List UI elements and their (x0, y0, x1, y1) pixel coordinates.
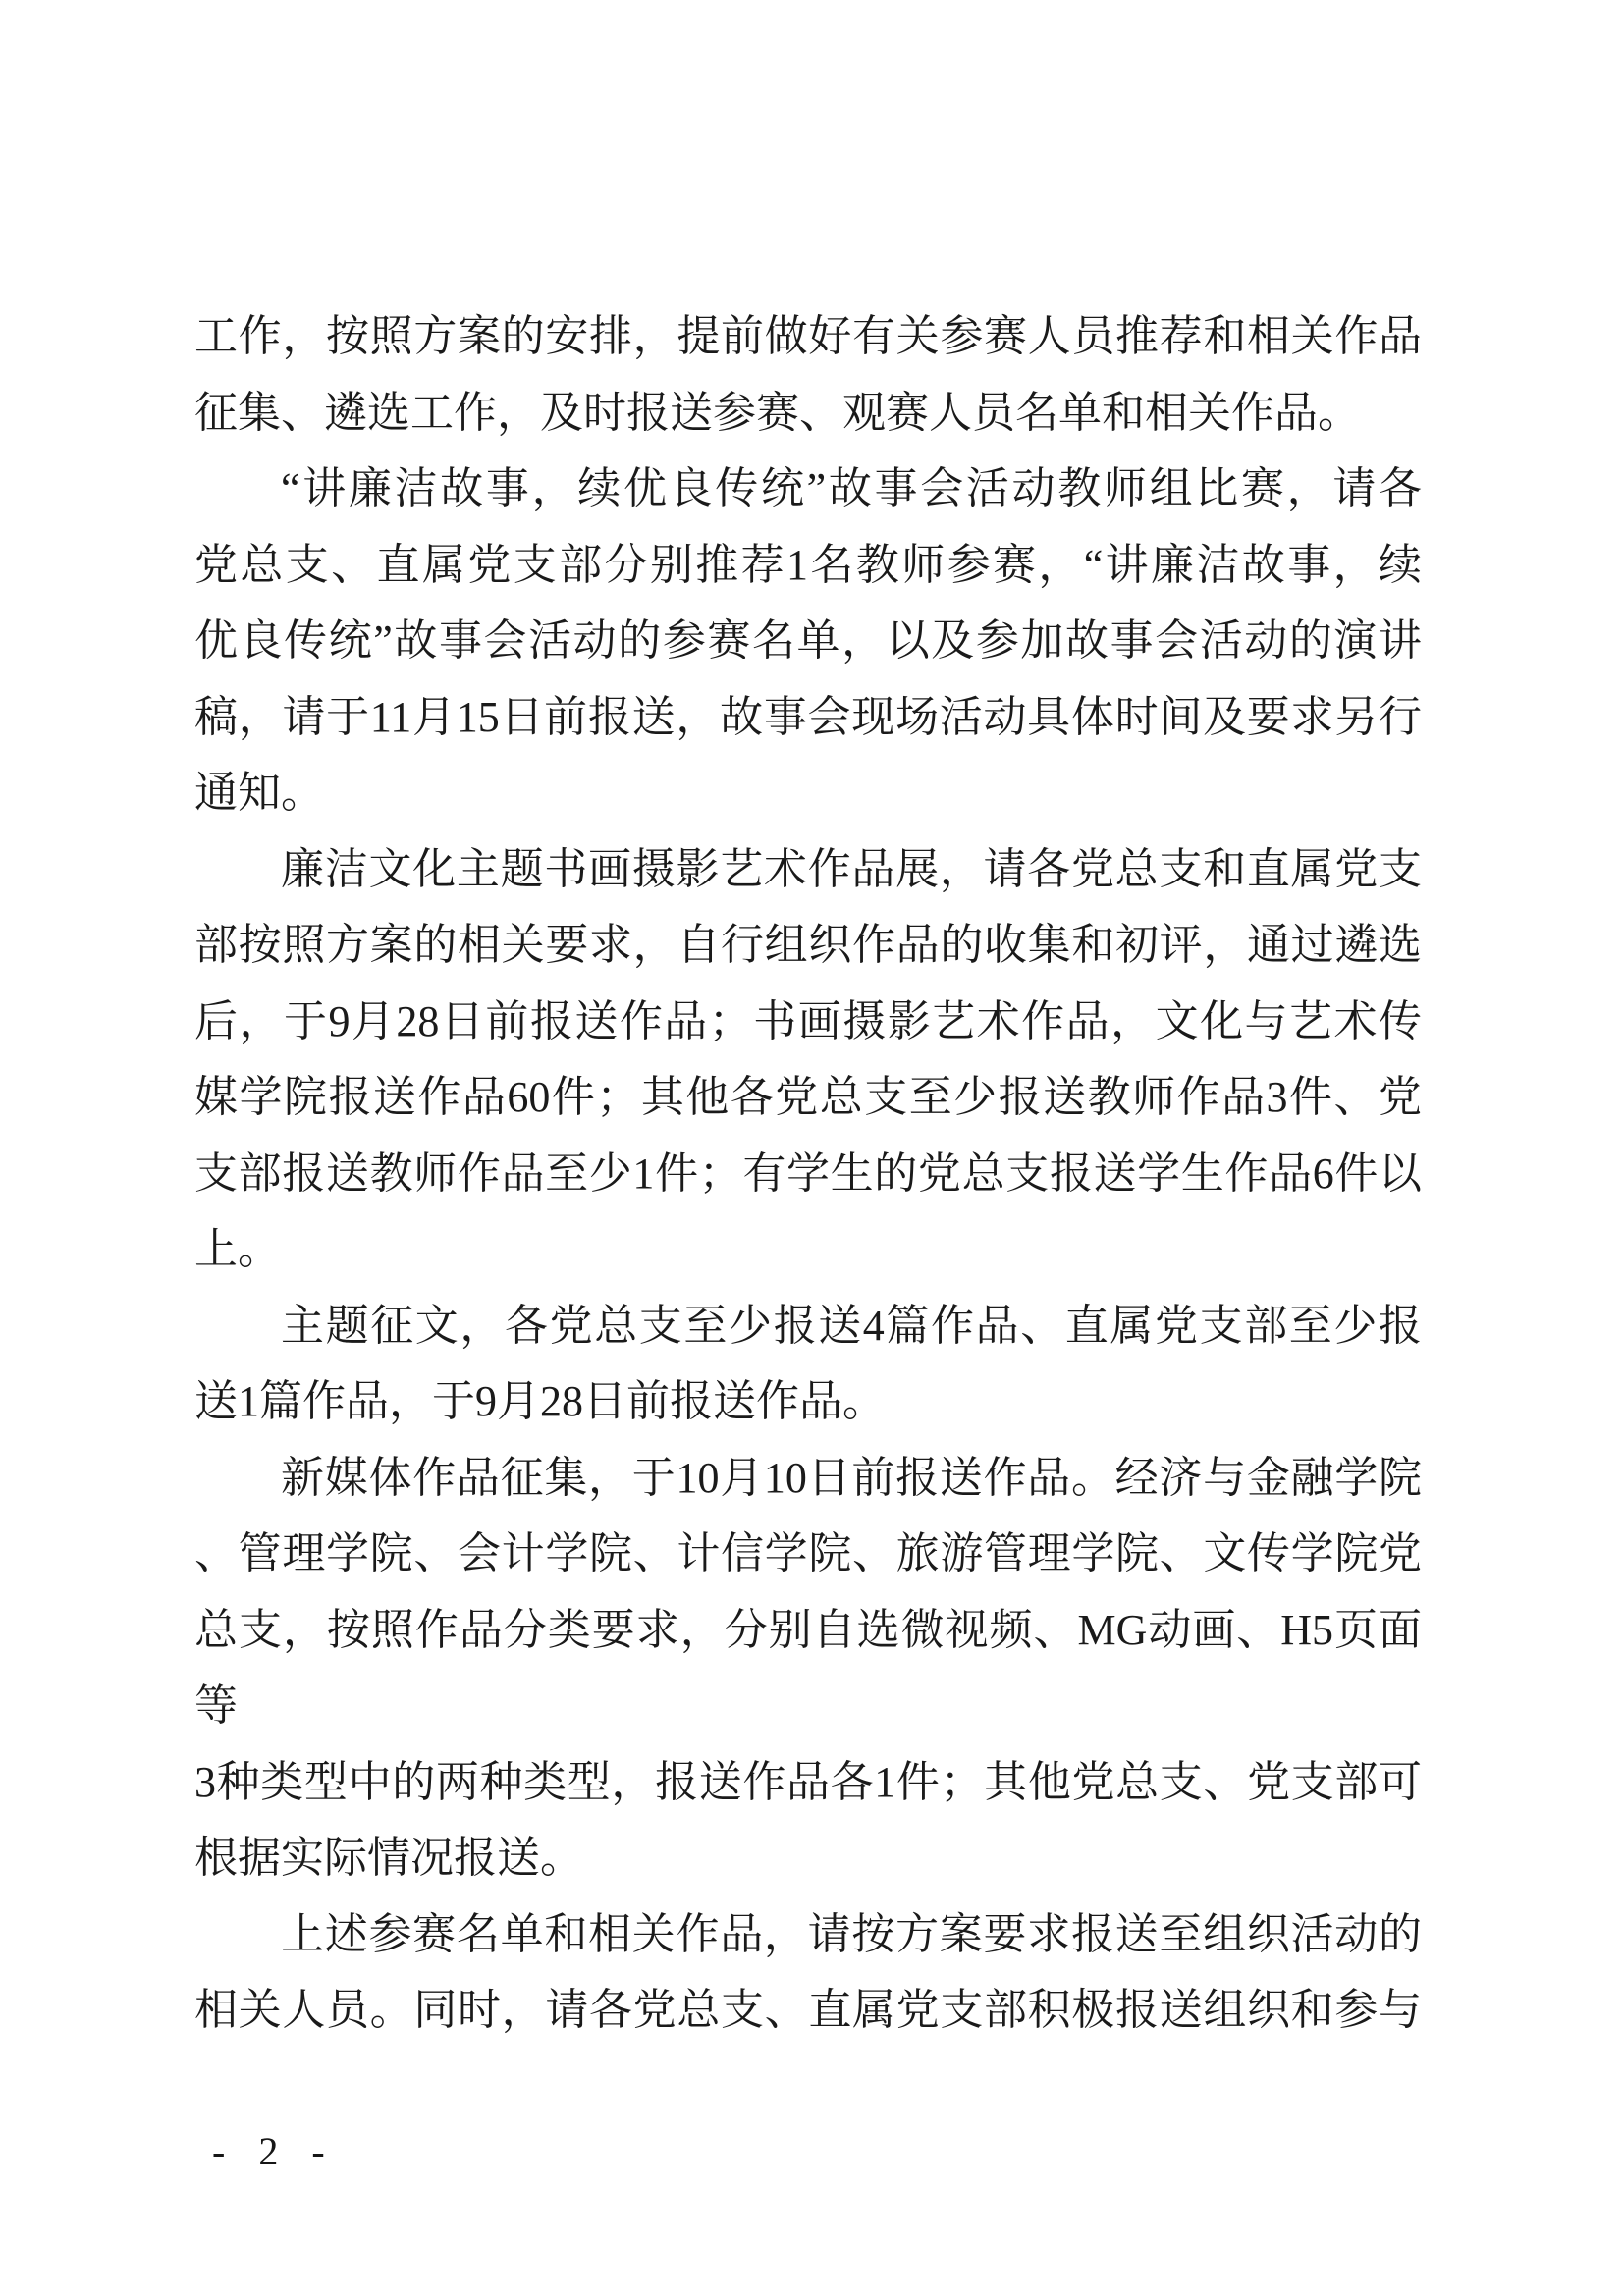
text-line: 上。 (194, 1225, 281, 1273)
text-line: 媒学院报送作品60件；其他各党总支至少报送教师作品3件、党 (194, 1073, 1422, 1121)
text-line: 征集、遴选工作，及时报送参赛、观赛人员名单和相关作品。 (194, 388, 1361, 437)
text-line: 根据实际情况报送。 (194, 1834, 583, 1882)
text-line: 相关人员。同时，请各党总支、直属党支部积极报送组织和参与 (194, 1986, 1422, 2034)
text-line: 廉洁文化主题书画摄影艺术作品展，请各党总支和直属党支 (281, 844, 1422, 893)
text-line: 工作，按照方案的安排，提前做好有关参赛人员推荐和相关作品 (194, 312, 1422, 360)
text-line: 党总支、直属党支部分别推荐1名教师参赛，“讲廉洁故事，续 (194, 540, 1422, 589)
text-line: 送1篇作品，于9月28日前报送作品。 (194, 1377, 886, 1425)
text-line: 支部报送教师作品至少1件；有学生的党总支报送学生作品6件以 (194, 1148, 1422, 1198)
text-line: 上述参赛名单和相关作品，请按方案要求报送至组织活动的 (281, 1909, 1422, 1958)
text-line: 稿，请于11月15日前报送，故事会现场活动具体时间及要求另行 (194, 692, 1422, 741)
text-line: 3种类型中的两种类型，报送作品各1件；其他党总支、党支部可 (194, 1757, 1422, 1806)
text-line: 、管理学院、会计学院、计信学院、旅游管理学院、文传学院党 (194, 1529, 1422, 1577)
document-body (194, 298, 1422, 2049)
text-line: 后，于9月28日前报送作品；书画摄影艺术作品，文化与艺术传 (194, 996, 1422, 1045)
text-line: 总支，按照作品分类要求，分别自选微视频、MG动画、H5页面等 (194, 1605, 1422, 1730)
text-line: 新媒体作品征集，于10月10日前报送作品。经济与金融学院 (281, 1453, 1422, 1502)
text-line: 部按照方案的相关要求，自行组织作品的收集和初评，通过遴选 (194, 921, 1422, 969)
text-line: 主题征文，各党总支至少报送4篇作品、直属党支部至少报 (281, 1301, 1422, 1350)
text-line: “讲廉洁故事，续优良传统”故事会活动教师组比赛，请各 (281, 464, 1422, 512)
page-number: - 2 - (212, 2129, 329, 2173)
text-line: 通知。 (194, 769, 324, 817)
text-line: 优良传统”故事会活动的参赛名单，以及参加故事会活动的演讲 (194, 616, 1422, 665)
